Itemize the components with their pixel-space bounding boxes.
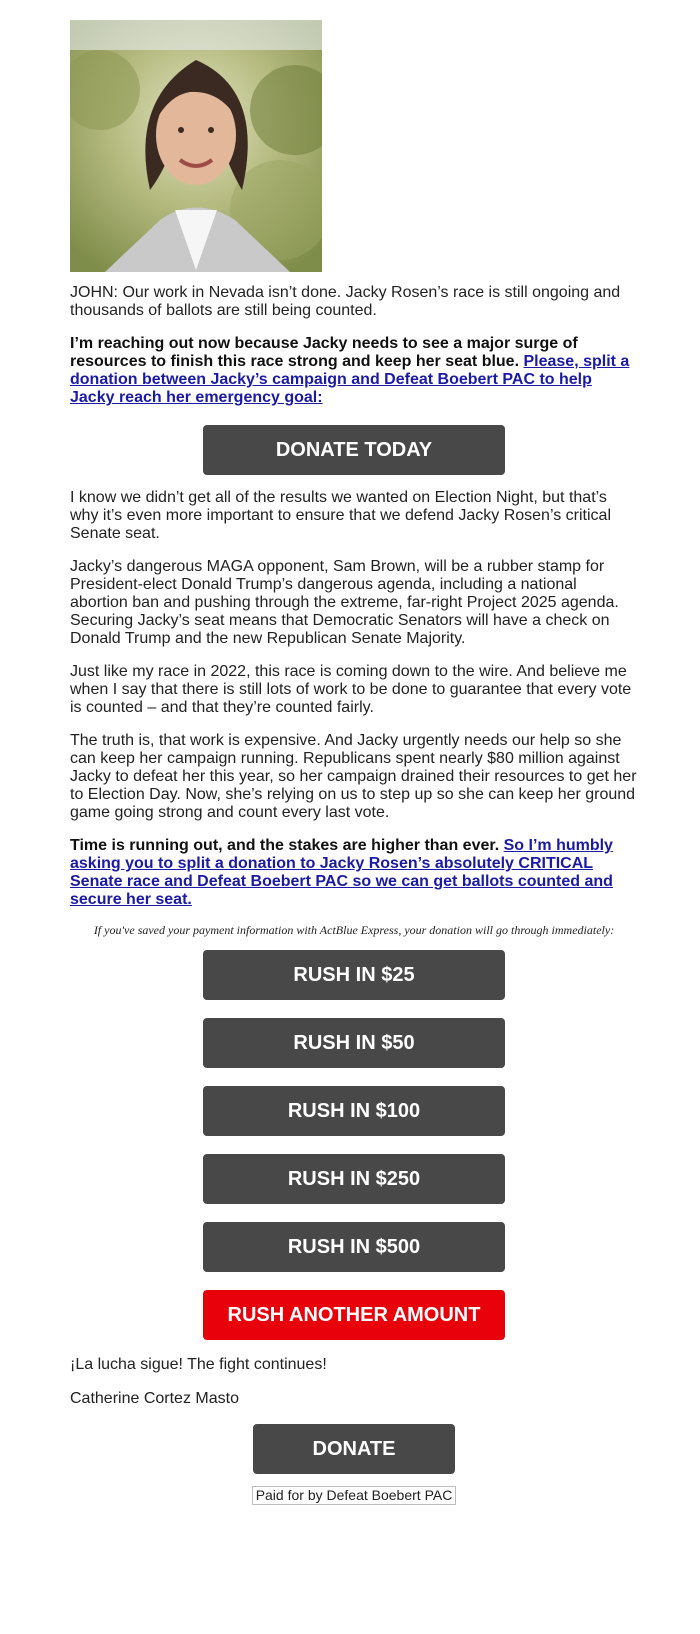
ask-1-bold: I’m reaching out now because Jacky needs to see a major surge of resources to finish this race strong and keep her seat blue. <box>70 335 578 370</box>
paragraph: The truth is, that work is expensive. And Jacky urgently needs our help so she can keep her campaign running. Republicans spent nearly $80 million against Jacky to defeat her this year, so her campaign drained their resources to get her to Election Day. Now, she’s relying on us to step up so she can keep her ground game going strong and count every last vote. <box>70 732 637 821</box>
paragraph: Just like my race in 2022, this race is coming down to the wire. And believe me when I say that there is still lots of work to be done to guarantee that every vote is counted – and that they’re counted fairly. <box>70 663 632 716</box>
rush-25-button[interactable]: RUSH IN $25 <box>203 950 505 1000</box>
paid-for-disclaimer: Paid for by Defeat Boebert PAC <box>252 1486 457 1505</box>
paragraph: Jacky’s dangerous MAGA opponent, Sam Brown, will be a rubber stamp for President-elect Donald Trump’s dangerous agenda, including a national abortion ban and pushing through the extreme, far-right Project 2025 agenda. Securing Jacky’s seat means that Democratic Senators will have a check on Donald Trump and the new Republican Senate Majority. <box>70 558 619 647</box>
ask-2-bold: Time is running out, and the stakes are higher than ever. <box>70 837 500 854</box>
actblue-express-note: If you've saved your payment information with ActBlue Express, your donation will go through immediately: <box>93 923 615 937</box>
intro-text: JOHN: Our work in Nevada isn’t done. Jacky Rosen’s race is still ongoing and thousands of ballots are still being counted. <box>70 284 621 319</box>
email-body <box>70 20 638 1505</box>
signature-text: Catherine Cortez Masto <box>70 1390 239 1407</box>
donate-button[interactable]: DONATE <box>253 1424 455 1474</box>
paragraph: I know we didn’t get all of the results we wanted on Election Night, but that’s why it’s even more important to ensure that we defend Jacky Rosen’s critical Senate seat. <box>70 489 611 542</box>
ask-paragraph-2 <box>70 837 638 909</box>
signoff-text: ¡La lucha sigue! The fight continues! <box>70 1356 327 1373</box>
ask-paragraph-1 <box>70 335 638 407</box>
split-donation-link[interactable]: Please, split a donation between Jacky’s campaign and Defeat Boebert PAC to help Jacky reach her emergency goal: <box>70 353 630 406</box>
rush-another-amount-button[interactable]: RUSH ANOTHER AMOUNT <box>203 1290 505 1340</box>
rush-250-button[interactable]: RUSH IN $250 <box>203 1154 505 1204</box>
split-donation-link-2[interactable]: So I’m humbly asking you to split a donation to Jacky Rosen’s absolutely CRITICAL Senate race and Defeat Boebert PAC so we can get ballots counted and secure her seat. <box>70 837 613 908</box>
candidate-photo-image <box>70 20 322 272</box>
rush-500-button[interactable]: RUSH IN $500 <box>203 1222 505 1272</box>
rush-100-button[interactable]: RUSH IN $100 <box>203 1086 505 1136</box>
candidate-photo <box>70 20 322 272</box>
donate-today-button[interactable]: DONATE TODAY <box>203 425 505 475</box>
rush-50-button[interactable]: RUSH IN $50 <box>203 1018 505 1068</box>
